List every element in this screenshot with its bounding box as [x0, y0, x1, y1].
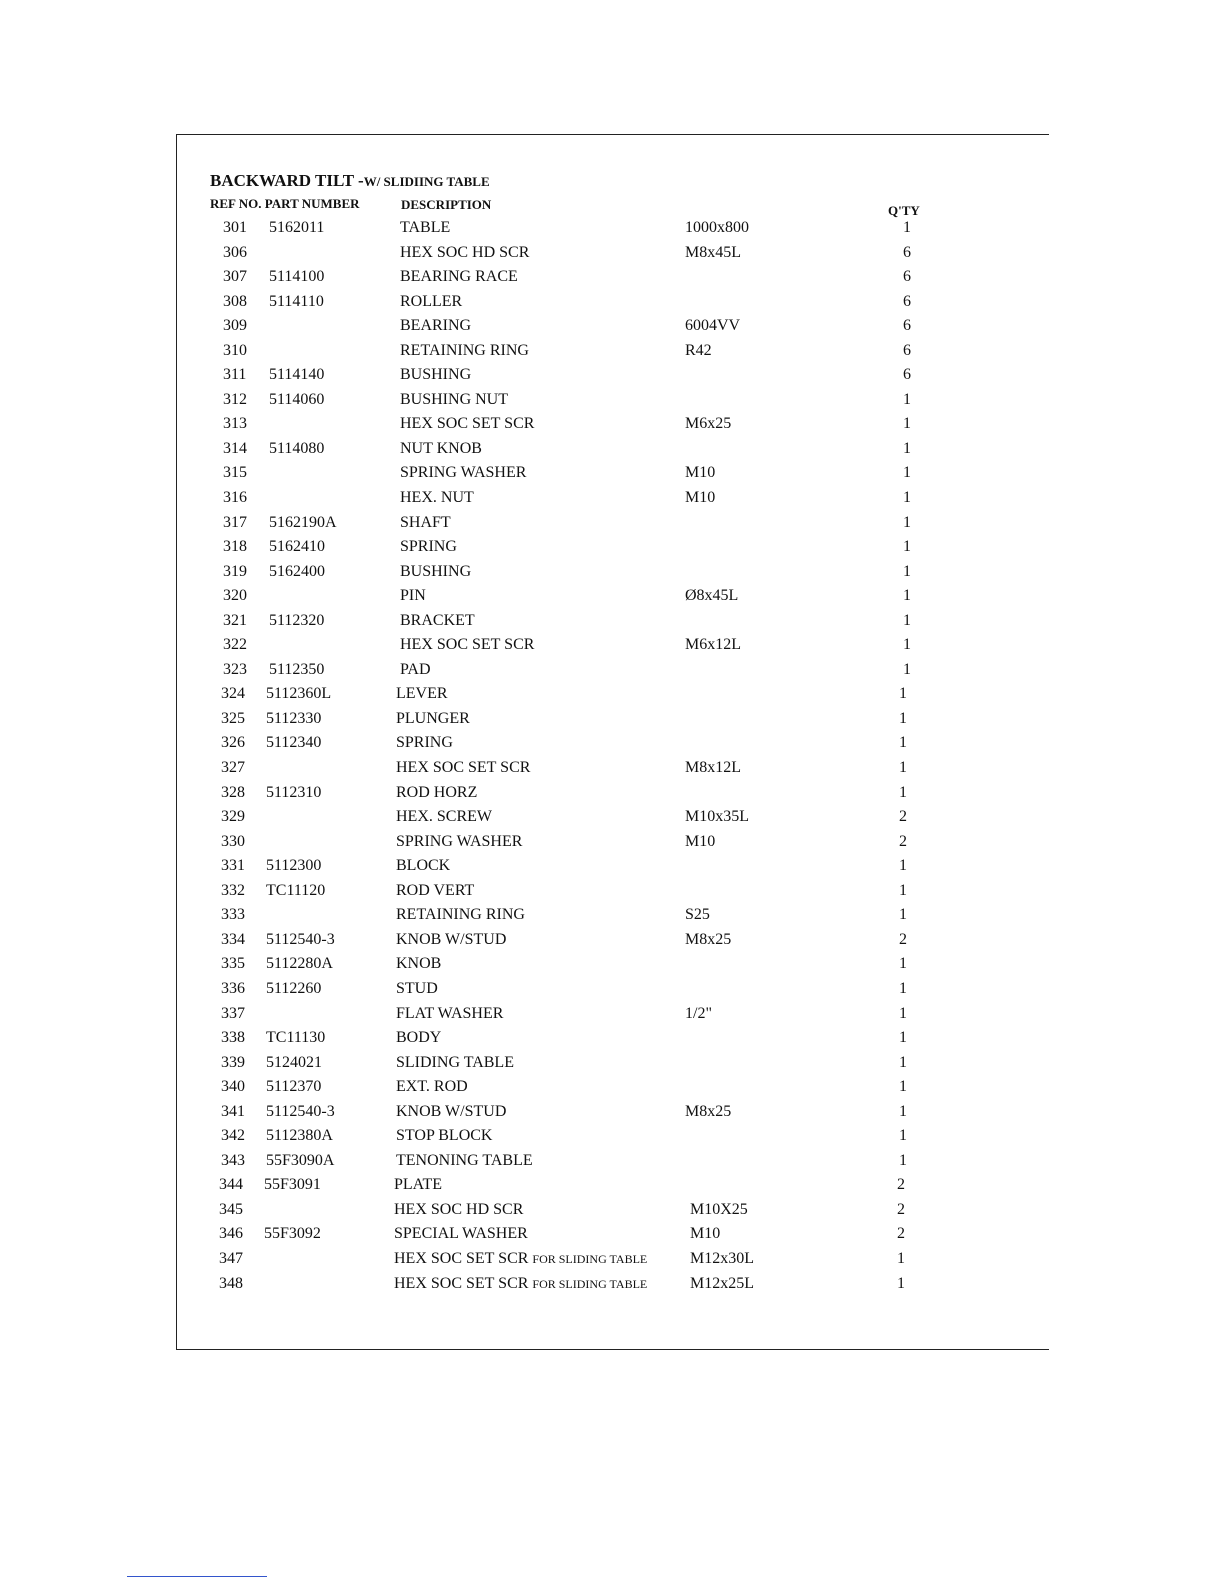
table-row	[0, 1103, 1225, 1128]
description-cell: NUT KNOB	[400, 439, 482, 457]
part-number-cell: 5112260	[266, 979, 322, 997]
description-cell: HEX. SCREW	[396, 808, 492, 826]
table-row	[0, 784, 1225, 809]
qty-cell: 2	[899, 930, 907, 948]
part-number-cell: 5112280A	[266, 955, 333, 973]
ref-cell: 336	[221, 979, 245, 997]
qty-cell: 1	[899, 685, 907, 703]
ref-cell: 319	[223, 562, 247, 580]
description-cell: SPRING WASHER	[400, 464, 527, 482]
table-row	[0, 1029, 1225, 1054]
table-row	[0, 808, 1225, 833]
table-row	[0, 1225, 1225, 1250]
qty-cell: 1	[899, 857, 907, 875]
table-row	[0, 538, 1225, 563]
footer-link-underline	[127, 1576, 267, 1577]
table-row	[0, 514, 1225, 539]
qty-cell: 2	[899, 832, 907, 850]
ref-cell: 343	[221, 1151, 245, 1169]
table-row	[0, 464, 1225, 489]
spec-cell: M8x45L	[685, 243, 741, 261]
spec-cell: M8x12L	[685, 759, 741, 777]
title-main: BACKWARD TILT -	[210, 171, 364, 190]
table-row	[0, 636, 1225, 661]
ref-cell: 337	[221, 1004, 245, 1022]
ref-cell: 330	[221, 832, 245, 850]
qty-cell: 1	[903, 464, 911, 482]
ref-cell: 339	[221, 1053, 245, 1071]
table-row	[0, 415, 1225, 440]
description-cell: BRACKET	[400, 611, 475, 629]
qty-cell: 2	[897, 1176, 905, 1194]
part-number-cell: 55F3091	[264, 1176, 321, 1194]
ref-cell: 315	[223, 464, 247, 482]
description-cell: HEX SOC HD SCR	[400, 243, 530, 261]
header-qty: Q'TY	[888, 203, 920, 218]
table-row	[0, 833, 1225, 858]
description-cell: HEX SOC HD SCR	[394, 1200, 524, 1218]
table-row	[0, 931, 1225, 956]
spec-cell: 1000x800	[685, 219, 749, 236]
table-row	[0, 440, 1225, 465]
table-row	[0, 268, 1225, 293]
table-row	[0, 612, 1225, 637]
ref-cell: 309	[223, 317, 247, 335]
table-row	[0, 980, 1225, 1005]
qty-cell: 1	[899, 1151, 907, 1169]
part-number-cell: TC11130	[266, 1029, 326, 1047]
table-row	[0, 219, 1225, 244]
ref-cell: 347	[219, 1249, 243, 1267]
description-cell: TABLE	[400, 219, 451, 236]
table-row	[0, 661, 1225, 686]
spec-cell: M8x25	[685, 1102, 732, 1120]
description-cell: RETAINING RING	[396, 906, 525, 924]
description-cell: BUSHING NUT	[400, 390, 508, 408]
ref-cell: 338	[221, 1029, 245, 1047]
ref-cell: 341	[221, 1102, 245, 1120]
qty-cell: 2	[897, 1225, 905, 1243]
ref-cell: 301	[223, 219, 247, 236]
ref-cell: 331	[221, 857, 245, 875]
qty-cell: 1	[899, 1053, 907, 1071]
description-cell: ROD HORZ	[396, 783, 478, 801]
ref-cell: 335	[221, 955, 245, 973]
qty-cell: 6	[903, 317, 911, 335]
spec-cell: S25	[685, 906, 710, 924]
ref-cell: 317	[223, 513, 247, 531]
qty-cell: 1	[903, 538, 911, 556]
ref-cell: 324	[221, 685, 245, 703]
qty-cell: 1	[899, 1029, 907, 1047]
description-cell: HEX. NUT	[400, 489, 474, 507]
ref-cell: 316	[223, 489, 247, 507]
description-cell: BUSHING	[400, 366, 472, 384]
description-cell: ROLLER	[400, 292, 463, 310]
ref-cell: 348	[219, 1274, 243, 1292]
qty-cell: 1	[897, 1249, 905, 1267]
qty-cell: 6	[903, 292, 911, 310]
qty-cell: 1	[903, 415, 911, 433]
page-title	[210, 171, 490, 191]
table-row	[0, 366, 1225, 391]
qty-cell: 1	[899, 906, 907, 924]
table-row	[0, 1054, 1225, 1079]
qty-cell: 1	[903, 219, 911, 236]
spec-cell: Ø8x45L	[685, 587, 739, 605]
qty-cell: 1	[899, 783, 907, 801]
part-number-cell: 5112540-3	[266, 930, 335, 948]
ref-cell: 345	[219, 1200, 243, 1218]
table-row	[0, 293, 1225, 318]
qty-cell: 6	[903, 243, 911, 261]
qty-cell: 2	[897, 1200, 905, 1218]
part-number-cell: 5114140	[269, 366, 325, 384]
table-row	[0, 1078, 1225, 1103]
table-row	[0, 955, 1225, 980]
part-number-cell: 5112340	[266, 734, 322, 752]
table-row	[0, 489, 1225, 514]
qty-cell: 1	[899, 709, 907, 727]
table-row	[0, 685, 1225, 710]
description-main: HEX SOC SET SCR	[394, 1249, 529, 1267]
ref-cell: 333	[221, 906, 245, 924]
description-cell: KNOB	[396, 955, 442, 973]
description-cell: HEX SOC SET SCR	[400, 415, 535, 433]
description-cell: RETAINING RING	[400, 341, 529, 359]
parts-list	[0, 219, 1225, 1299]
table-row	[0, 857, 1225, 882]
description-cell: LEVER	[396, 685, 448, 703]
part-number-cell: 5162410	[269, 538, 325, 556]
qty-cell: 1	[899, 1004, 907, 1022]
description-cell: EXT. ROD	[396, 1078, 468, 1096]
description-cell: PIN	[400, 587, 426, 605]
description-cell: BUSHING	[400, 562, 472, 580]
part-number-cell: 5124021	[266, 1053, 322, 1071]
ref-cell: 308	[223, 292, 247, 310]
ref-cell: 314	[223, 439, 247, 457]
ref-cell: 323	[223, 660, 247, 678]
description-cell: TENONING TABLE	[396, 1151, 533, 1169]
description-cell: STOP BLOCK	[396, 1127, 493, 1145]
description-cell: BODY	[396, 1029, 442, 1047]
part-number-cell: 5112380A	[266, 1127, 333, 1145]
description-cell: ROD VERT	[396, 881, 475, 899]
description-cell: SPRING WASHER	[396, 832, 523, 850]
description-cell: SHAFT	[400, 513, 451, 531]
ref-cell: 340	[221, 1078, 245, 1096]
ref-cell: 321	[223, 611, 247, 629]
table-row	[0, 882, 1225, 907]
qty-cell: 6	[903, 268, 911, 286]
ref-cell: 346	[219, 1225, 243, 1243]
spec-cell: M6x25	[685, 415, 732, 433]
ref-cell: 318	[223, 538, 247, 556]
part-number-cell: 5112310	[266, 783, 322, 801]
table-row	[0, 1250, 1225, 1275]
qty-cell: 1	[903, 390, 911, 408]
part-number-cell: 5112320	[269, 611, 325, 629]
qty-cell: 6	[903, 366, 911, 384]
part-number-cell: 5112370	[266, 1078, 322, 1096]
description-main: HEX SOC SET SCR	[394, 1274, 529, 1292]
qty-cell: 1	[899, 955, 907, 973]
table-row	[0, 906, 1225, 931]
description-cell: SPRING	[400, 538, 457, 556]
description-cell	[394, 1250, 647, 1268]
description-cell: SPRING	[396, 734, 453, 752]
qty-cell: 1	[899, 881, 907, 899]
qty-cell: 1	[899, 1102, 907, 1120]
ref-cell: 326	[221, 734, 245, 752]
spec-cell: M10	[685, 832, 716, 850]
table-row	[0, 587, 1225, 612]
spec-cell: M10x35L	[685, 808, 749, 826]
table-row	[0, 1152, 1225, 1177]
table-row	[0, 1127, 1225, 1152]
qty-cell: 1	[899, 734, 907, 752]
description-cell: KNOB W/STUD	[396, 1102, 507, 1120]
description-cell	[394, 1275, 647, 1293]
table-row	[0, 1176, 1225, 1201]
part-number-cell: 5114110	[269, 292, 324, 310]
description-note: FOR SLIDING TABLE	[532, 1276, 648, 1291]
part-number-cell: 5114100	[269, 268, 325, 286]
qty-cell: 1	[903, 562, 911, 580]
spec-cell: 6004VV	[685, 317, 741, 335]
part-number-cell: 5162400	[269, 562, 325, 580]
qty-cell: 2	[899, 808, 907, 826]
table-row	[0, 710, 1225, 735]
part-number-cell: 5162011	[269, 219, 325, 236]
header-description: DESCRIPTION	[401, 197, 492, 212]
description-cell: KNOB W/STUD	[396, 930, 507, 948]
spec-cell: R42	[685, 341, 712, 359]
part-number-cell: 5162190A	[269, 513, 337, 531]
qty-cell: 1	[903, 636, 911, 654]
description-cell: BLOCK	[396, 857, 451, 875]
title-sub: W/ SLIDIING TABLE	[363, 174, 490, 189]
ref-cell: 344	[219, 1176, 243, 1194]
description-cell: BEARING	[400, 317, 472, 335]
description-cell: PLUNGER	[396, 709, 470, 727]
spec-cell: M10	[685, 489, 716, 507]
ref-cell: 322	[223, 636, 247, 654]
spec-cell: M10X25	[690, 1200, 748, 1218]
part-number-cell: 5112330	[266, 709, 322, 727]
spec-cell: M6x12L	[685, 636, 741, 654]
spec-cell: M8x25	[685, 930, 732, 948]
part-number-cell: 5112350	[269, 660, 325, 678]
ref-cell: 328	[221, 783, 245, 801]
description-cell: BEARING RACE	[400, 268, 518, 286]
part-number-cell: 5114080	[269, 439, 325, 457]
part-number-cell: 5112360L	[266, 685, 332, 703]
table-row	[0, 391, 1225, 416]
ref-cell: 327	[221, 759, 245, 777]
qty-cell: 1	[903, 513, 911, 531]
ref-cell: 310	[223, 341, 247, 359]
ref-cell: 307	[223, 268, 247, 286]
spec-cell: M12x25L	[690, 1274, 754, 1292]
qty-cell: 1	[899, 759, 907, 777]
description-cell: FLAT WASHER	[396, 1004, 504, 1022]
qty-cell: 1	[903, 439, 911, 457]
table-row	[0, 244, 1225, 269]
part-number-cell: 55F3090A	[266, 1151, 335, 1169]
description-cell: PLATE	[394, 1176, 442, 1194]
spec-cell: 1/2"	[685, 1004, 712, 1022]
ref-cell: 334	[221, 930, 245, 948]
qty-cell: 1	[899, 1078, 907, 1096]
description-note: FOR SLIDING TABLE	[532, 1251, 648, 1266]
qty-cell: 1	[903, 587, 911, 605]
ref-cell: 342	[221, 1127, 245, 1145]
qty-cell: 1	[903, 660, 911, 678]
ref-cell: 312	[223, 390, 247, 408]
ref-cell: 320	[223, 587, 247, 605]
description-cell: HEX SOC SET SCR	[400, 636, 535, 654]
part-number-cell: 5112300	[266, 857, 322, 875]
part-number-cell: 55F3092	[264, 1225, 321, 1243]
description-cell: PAD	[400, 660, 431, 678]
table-row	[0, 1201, 1225, 1226]
table-row	[0, 1005, 1225, 1030]
ref-cell: 311	[223, 366, 247, 384]
table-row	[0, 1275, 1225, 1300]
qty-cell: 1	[899, 1127, 907, 1145]
ref-cell: 325	[221, 709, 245, 727]
table-row	[0, 563, 1225, 588]
spec-cell: M10	[690, 1225, 721, 1243]
table-row	[0, 734, 1225, 759]
qty-cell: 1	[899, 979, 907, 997]
qty-cell: 1	[897, 1274, 905, 1292]
ref-cell: 332	[221, 881, 245, 899]
spec-cell: M10	[685, 464, 716, 482]
header-ref-part: REF NO. PART NUMBER	[210, 196, 360, 211]
qty-cell: 1	[903, 611, 911, 629]
ref-cell: 313	[223, 415, 247, 433]
table-row	[0, 342, 1225, 367]
description-cell: HEX SOC SET SCR	[396, 759, 531, 777]
spec-cell: M12x30L	[690, 1249, 754, 1267]
ref-cell: 306	[223, 243, 247, 261]
description-cell: SPECIAL WASHER	[394, 1225, 528, 1243]
ref-cell: 329	[221, 808, 245, 826]
table-row	[0, 759, 1225, 784]
part-number-cell: TC11120	[266, 881, 326, 899]
part-number-cell: 5114060	[269, 390, 325, 408]
qty-cell: 1	[903, 489, 911, 507]
description-cell: SLIDING TABLE	[396, 1053, 514, 1071]
part-number-cell: 5112540-3	[266, 1102, 335, 1120]
qty-cell: 6	[903, 341, 911, 359]
table-row	[0, 317, 1225, 342]
description-cell: STUD	[396, 979, 438, 997]
